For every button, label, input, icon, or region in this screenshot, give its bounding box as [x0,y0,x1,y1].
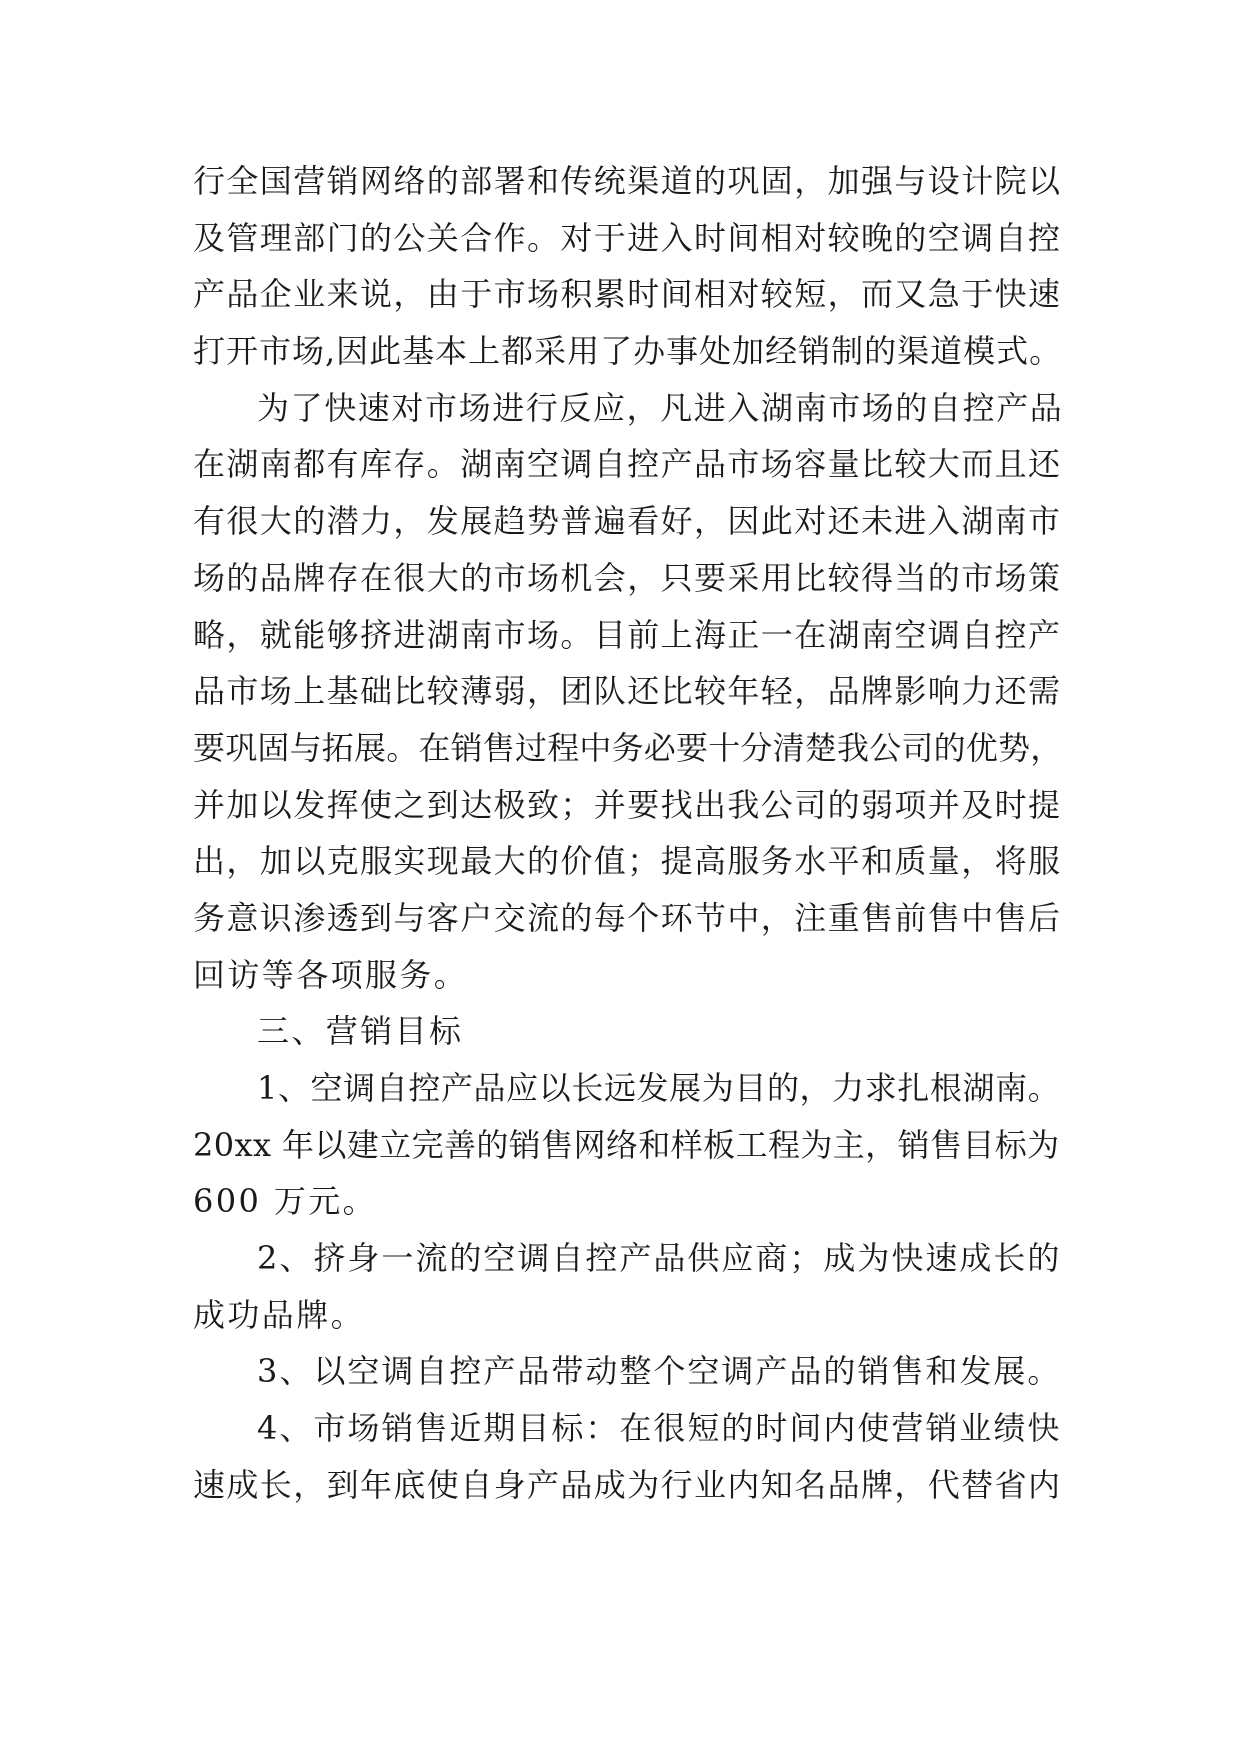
text-line: 产品企业来说，由于市场积累时间相对较短，而又急于快速 [193,275,1062,314]
text-line: 要巩固与拓展。在销售过程中务必要十分清楚我公司的优势， [193,728,1063,767]
text-line: 场的品牌存在很大的市场机会，只要采用比较得当的市场策 [193,558,1062,597]
text-line: 并加以发挥使之到达极致；并要找出我公司的弱项并及时提 [193,785,1062,824]
text-line: 出，加以克服实现最大的价值；提高服务水平和质量，将服 [193,842,1062,881]
list-item-1: 1、空调自控产品应以长远发展为目的，力求扎根湖南。 [257,1069,1061,1107]
text-line: 及管理部门的公关合作。对于进入时间相对较晚的空调自控 [193,218,1062,257]
text-line: 回访等各项服务。 [193,955,469,994]
document-body [193,153,1063,1514]
section-heading: 三、营销目标 [257,1012,464,1051]
text-line: 略，就能够挤进湖南市场。目前上海正一在湖南空调自控产 [193,615,1062,654]
list-item-2: 2、挤身一流的空调自控产品供应商；成为快速成长的 [257,1239,1062,1278]
paragraph-start-line: 为了快速对市场进行反应，凡进入湖南市场的自控产品 [257,388,1064,427]
text-line: 在湖南都有库存。湖南空调自控产品市场容量比较大而且还 [193,445,1062,484]
text-line: 务意识渗透到与客户交流的每个环节中，注重售前售中售后 [193,898,1062,937]
text-line: 打开市场,因此基本上都采用了办事处加经销制的渠道模式。 [193,332,1063,371]
text-line: 有很大的潜力，发展趋势普遍看好，因此对还未进入湖南市 [193,502,1062,541]
list-item-4: 4、市场销售近期目标：在很短的时间内使营销业绩快 [257,1409,1062,1448]
list-item-3: 3、以空调自控产品带动整个空调产品的销售和发展。 [257,1352,1062,1391]
text-line: 品市场上基础比较薄弱，团队还比较年轻，品牌影响力还需 [193,672,1062,711]
text-line: 行全国营销网络的部署和传统渠道的巩固，加强与设计院以 [193,162,1062,200]
text-line: 20xx 年以建立完善的销售网络和样板工程为主，销售目标为 [193,1125,1060,1164]
text-line: 成功品牌。 [193,1295,366,1334]
text-line: 速成长，到年底使自身产品成为行业内知名品牌，代替省内 [193,1465,1062,1504]
text-line: 600 万元。 [193,1182,378,1221]
